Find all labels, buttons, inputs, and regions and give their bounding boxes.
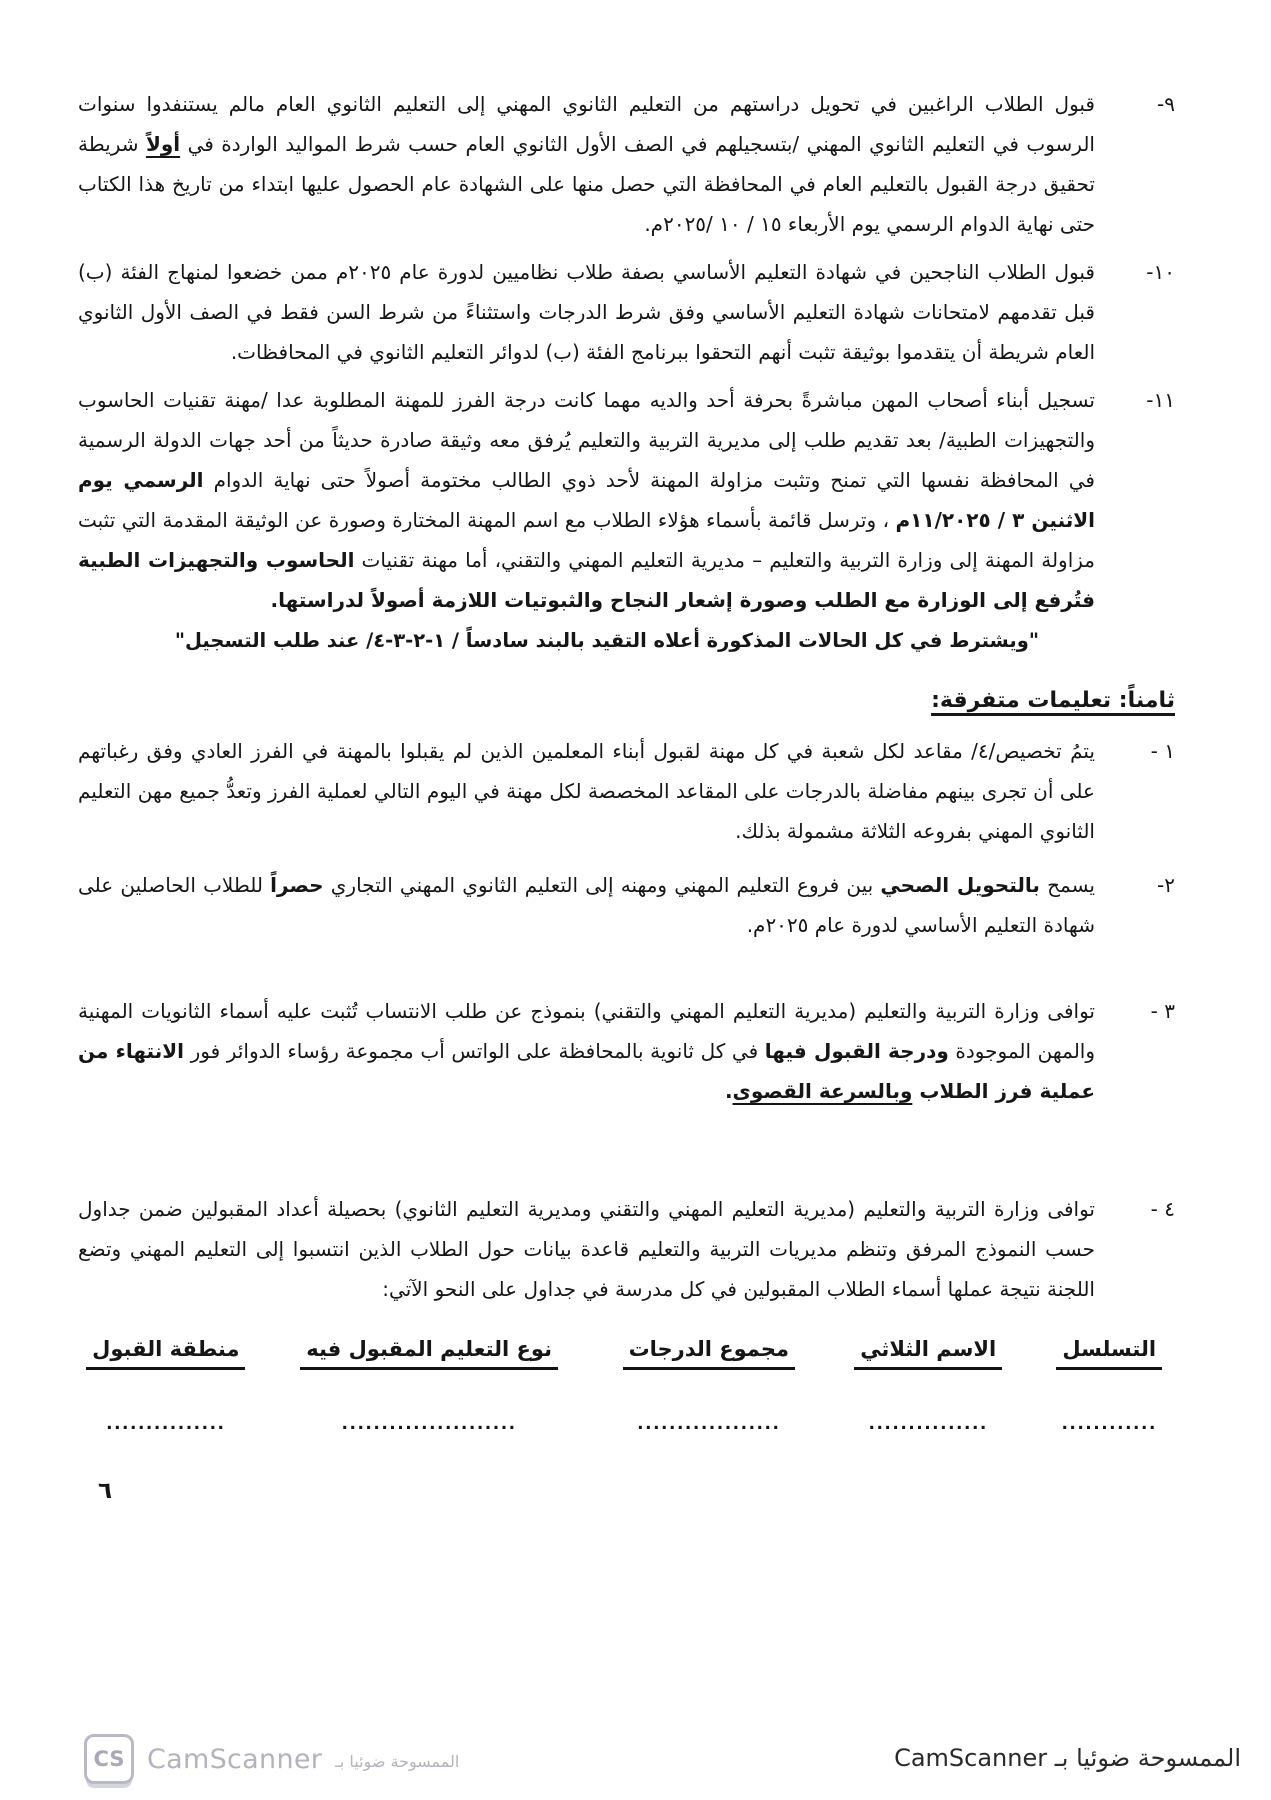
text-segment: بالتحويل الصحي xyxy=(880,873,1040,897)
camscanner-brand-left: CamScanner xyxy=(147,1743,323,1775)
list-item xyxy=(78,380,1175,662)
item-number: ٣ - xyxy=(1150,999,1175,1023)
text-segment: حصراً xyxy=(270,873,324,897)
table-dots-cell: ............... xyxy=(106,1414,226,1434)
item-number: ٢- xyxy=(1157,873,1175,897)
table-header-text: نوع التعليم المقبول فيه xyxy=(300,1337,558,1370)
text-segment: توافى وزارة التربية والتعليم (مديرية التعليم المهني والتقني ومديرية التعليم الثانوي) بحصيلة أعداد المقبولين ضمن جداول حسب النموذج المرفق وتنظم مديريات التربية والتعليم قاعدة بيانات حول الطلاب الذين انتسبوا إلى التعليم المهني وتضع اللجنة نتيجة عملها أسماء الطلاب المقبولين في كل مدرسة في جداول على النحو الآتي: xyxy=(78,1197,1095,1301)
camscanner-watermark-left xyxy=(84,1734,459,1784)
table-header-text: مجموع الدرجات xyxy=(623,1337,795,1370)
table-header-cell xyxy=(276,1337,583,1370)
main-numbered-list xyxy=(78,84,1175,662)
table-header-cell xyxy=(605,1337,813,1370)
table-header-cell xyxy=(78,1337,254,1370)
section-header-text: ثامناً: تعليمات متفرقة: xyxy=(931,688,1175,713)
camscanner-label-right: الممسوحة ضوئيا بـ xyxy=(1054,1744,1241,1772)
table-dots-cell: .................. xyxy=(637,1414,781,1434)
list-item xyxy=(78,1189,1175,1309)
item-note xyxy=(78,620,1095,662)
item-text xyxy=(78,1189,1095,1309)
text-segment: ، وترسل قائمة بأسماء هؤلاء الطلاب مع اسم المهنة المختارة وصورة عن الوثيقة المقدمة التي تثبت مزاولة المهنة إلى وزارة التربية والتعليم – مديرية التعليم المهني والتقني، أما مهنة تقنيات xyxy=(78,508,1095,572)
table-header-text: منطقة القبول xyxy=(86,1337,245,1370)
list-item xyxy=(78,865,1175,945)
table-dots-row xyxy=(78,1414,1175,1434)
document-content xyxy=(78,84,1175,1434)
table-header-row xyxy=(78,1337,1175,1370)
text-segment: بين فروع التعليم المهني ومهنه إلى التعليم الثانوي المهني التجاري xyxy=(323,873,881,897)
text-segment: ودرجة القبول فيها xyxy=(764,1039,949,1063)
text-segment: يتمُ تخصيص/٤/ مقاعد لكل شعبة في كل مهنة لقبول أبناء المعلمين الذين لم يقبلوا بالمهنة في الفرز العادي وفق رغباتهم على أن تجرى بينهم مفاضلة بالدرجات على المقاعد المخصصة لكل مهنة في اليوم التالي لعملية الفرز وتعدُّ جميع مهن التعليم الثانوي المهني بفروعه الثلاثة مشمولة بذلك. xyxy=(78,739,1095,843)
list-item xyxy=(78,731,1175,851)
section-header xyxy=(78,688,1175,713)
item-text xyxy=(78,252,1095,372)
item-text xyxy=(78,380,1095,662)
table-dots-cell: ............ xyxy=(1061,1414,1157,1434)
item-text xyxy=(78,865,1095,945)
page-number: ٦ xyxy=(98,1478,113,1504)
item-number: ٩- xyxy=(1157,92,1175,116)
item-number: ١ - xyxy=(1150,739,1175,763)
item-text xyxy=(78,731,1095,851)
list-item xyxy=(78,84,1175,244)
table-dots-cell: ...................... xyxy=(341,1414,517,1434)
text-segment: يسمح xyxy=(1039,873,1095,897)
text-segment: قبول الطلاب الراغبين في تحويل دراستهم من التعليم الثانوي المهني إلى التعليم الثانوي العام مالم يستنفدوا سنوات الرسوب في التعليم الثانوي المهني /بتسجيلهم في الصف الأول الثانوي العام حسب شرط المواليد الواردة في xyxy=(78,92,1095,156)
text-segment: أولاً xyxy=(145,132,181,156)
text-segment: الانتهاء من عملية فرز الطلاب xyxy=(78,1039,1095,1103)
text-segment: قبول الطلاب الناجحين في شهادة التعليم الأساسي بصفة طلاب نظاميين لدورة عام ٢٠٢٥م ممن خضعوا لمنهاج الفئة (ب) قبل تقدمهم لامتحانات شهادة التعليم الأساسي وفق شرط الدرجات واستثناءً من شرط السن فقط في الصف الأول الثانوي العام شريطة أن يتقدموا بوثيقة تثبت أنهم التحقوا ببرنامج الفئة (ب) لدوائر التعليم الثانوي في المحافظات. xyxy=(78,260,1095,364)
results-table xyxy=(78,1337,1175,1434)
list-item xyxy=(78,991,1175,1111)
text-segment: الرسمي يوم الاثنين ٣ / ١١/٢٠٢٥م xyxy=(78,468,1096,532)
text-segment: في كل ثانوية بالمحافظة على الواتس أب مجموعة رؤساء الدوائر فور xyxy=(183,1039,765,1063)
table-dots-cell: ............... xyxy=(868,1414,988,1434)
table-header-cell xyxy=(1043,1337,1175,1370)
text-segment: تسجيل أبناء أصحاب المهن مباشرةً بحرفة أحد والديه مهما كانت درجة الفرز للمهنة المطلوبة عدا /مهنة تقنيات الحاسوب والتجهيزات الطبية/ بعد تقديم طلب إلى مديرية التربية والتعليم يُرفق معه وثيقة صادرة حديثاً من أحد جهات الدولة الرسمية في المحافظة نفسها التي تمنح وتثبت مزاولة المهنة لأحد ذوي الطالب مختومة أصولاً حتى نهاية الدوام xyxy=(78,388,1095,492)
camscanner-brand-right: CamScanner xyxy=(894,1744,1048,1772)
text-segment: للطلاب الحاصلين على شهادة التعليم الأساسي لدورة عام ٢٠٢٥م. xyxy=(78,873,1095,937)
camscanner-label-left: الممسوحة ضوئيا بـ xyxy=(335,1751,460,1771)
text-segment: . xyxy=(724,1079,733,1103)
text-segment: الحاسوب والتجهيزات الطبية فتُرفع إلى الوزارة مع الطلب وصورة إشعار النجاح والثبوتيات اللازمة أصولاً لدراستها. xyxy=(78,548,1095,612)
list-item xyxy=(78,252,1175,372)
text-segment: توافى وزارة التربية والتعليم (مديرية التعليم المهني والتقني) بنموذج عن طلب الانتساب تُثبت عليه أسماء الثانويات المهنية والمهن الموجودة xyxy=(78,999,1095,1063)
misc-numbered-list xyxy=(78,731,1175,1309)
item-number: ١٠- xyxy=(1146,260,1175,284)
item-text xyxy=(78,84,1095,244)
item-number: ٤ - xyxy=(1150,1197,1175,1221)
camscanner-watermark-right xyxy=(894,1744,1241,1772)
text-segment: شريطة تحقيق درجة القبول بالتعليم العام في المحافظة التي حصل منها على الشهادة عام الحصول عليها ابتداء من تاريخ هذا الكتاب حتى نهاية الدوام الرسمي يوم الأربعاء ١٥ / ١٠ /٢٠٢٥م. xyxy=(78,132,1095,236)
item-text xyxy=(78,991,1095,1111)
camscanner-icon: CS xyxy=(84,1734,134,1784)
item-number: ١١- xyxy=(1146,388,1175,412)
text-segment: "ويشترط في كل الحالات المذكورة أعلاه التقيد بالبند سادساً / ١-٢-٣-٤/ عند طلب التسجيل" xyxy=(174,629,1039,652)
table-header-cell xyxy=(835,1337,1021,1370)
table-header-text: الاسم الثلاثي xyxy=(854,1337,1002,1370)
table-header-text: التسلسل xyxy=(1056,1337,1162,1370)
text-segment: وبالسرعة القصوى xyxy=(732,1079,913,1103)
